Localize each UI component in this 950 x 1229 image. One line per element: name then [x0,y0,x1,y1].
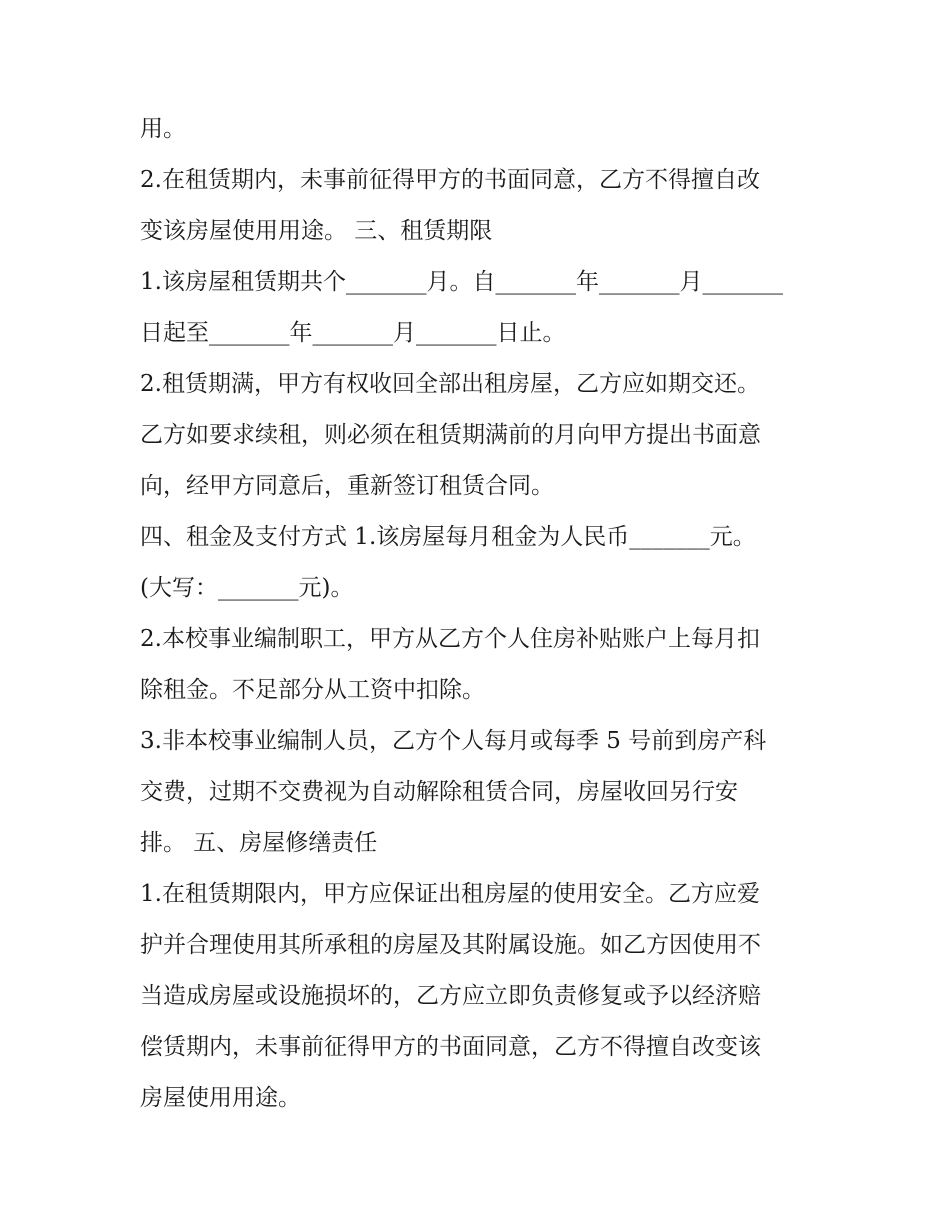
text-line: 除租金。不足部分从工资中扣除。 [140,677,485,703]
text-line: 交费，过期不交费视为自动解除租赁合同，房屋收回另行安 [140,779,738,805]
text-line: 2.本校事业编制职工，甲方从乙方个人住房补贴账户上每月扣 [140,626,760,652]
text-line: 偿赁期内，未事前征得甲方的书面同意，乙方不得擅自改变该 [140,1034,761,1060]
text-line: 1.该房屋租赁期共个_______月。自_______年_______月_______ [140,269,783,295]
text-line: 3.非本校事业编制人员，乙方个人每月或每季 5 号前到房产科 [140,728,767,754]
text-line: 乙方如要求续租，则必须在租赁期满前的月向甲方提出书面意 [140,422,761,448]
text-line: 四、租金及支付方式 1.该房屋每月租金为人民币_______元。 [140,524,756,550]
text-line: 变该房屋使用用途。 三、租赁期限 [140,218,493,244]
text-line: (大写：_______元)。 [140,575,354,601]
text-line: 排。 五、房屋修缮责任 [140,830,378,856]
contract-text [140,104,840,1124]
text-line: 2.租赁期满，甲方有权收回全部出租房屋，乙方应如期交还。 [140,371,760,397]
text-line: 1.在租赁期限内，甲方应保证出租房屋的使用安全。乙方应爱 [140,881,760,907]
text-line: 向，经甲方同意后，重新签订租赁合同。 [140,473,554,499]
text-line: 护并合理使用其所承租的房屋及其附属设施。如乙方因使用不 [140,932,761,958]
text-line: 日起至_______年_______月_______日止。 [140,320,566,346]
text-line: 房屋使用用途。 [140,1085,301,1111]
text-line: 2.在租赁期内，未事前征得甲方的书面同意，乙方不得擅自改 [140,167,760,193]
text-line: 当造成房屋或设施损坏的，乙方应立即负责修复或予以经济赔 [140,983,761,1009]
text-line: 用。 [140,116,186,142]
